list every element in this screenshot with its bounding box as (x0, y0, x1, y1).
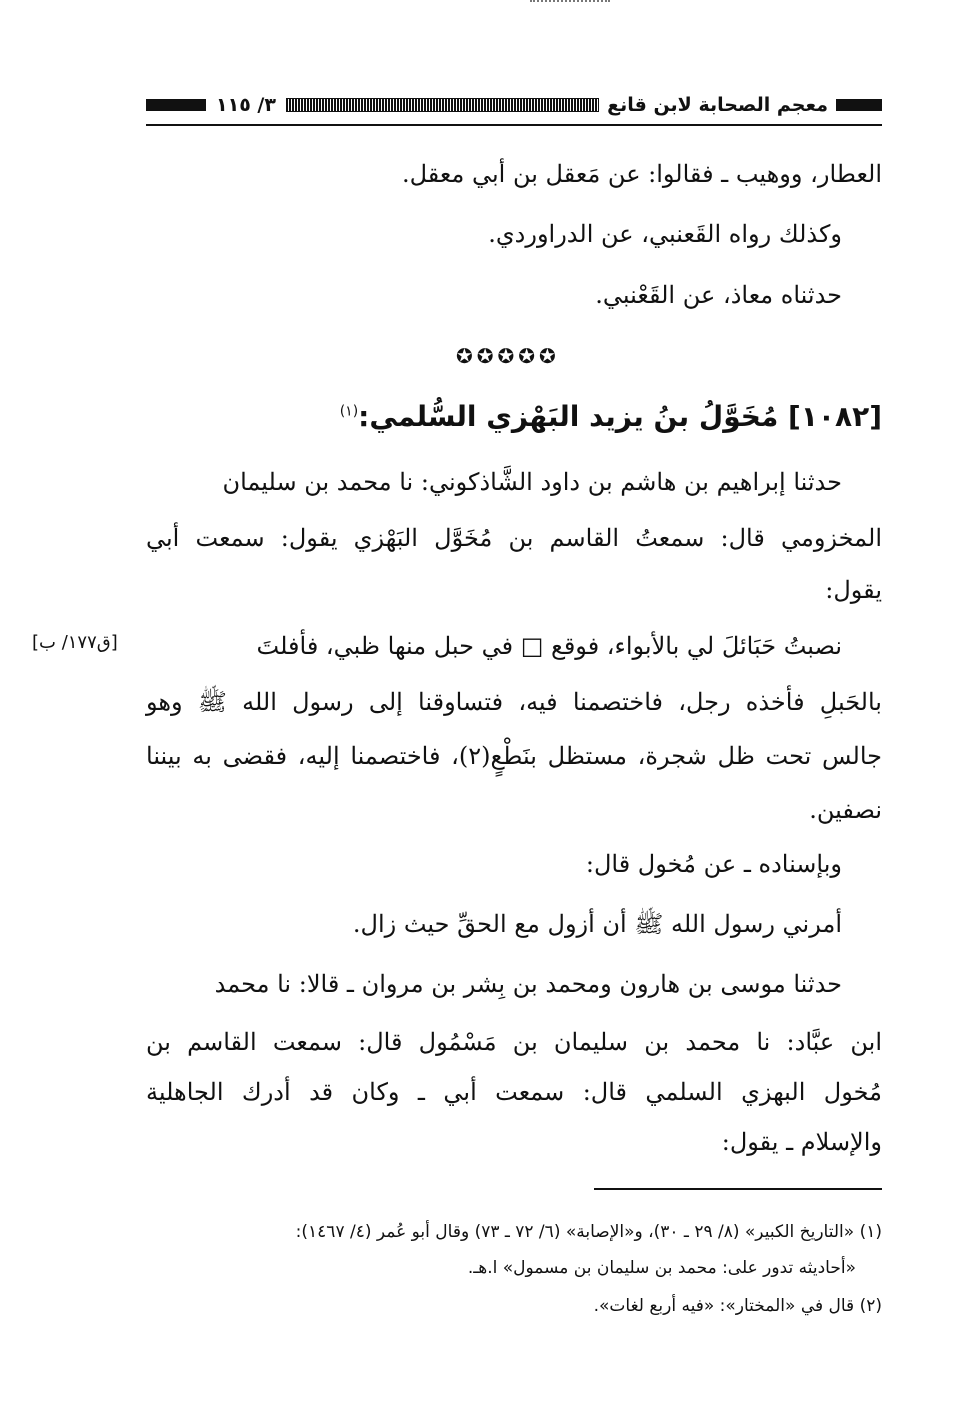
section-separator: ✪✪✪✪✪ (456, 344, 560, 368)
text-line: جالس تحت ظل شجرة، مستظل بنَطْعٍ(٢)، فاختصمنا إليه، فقضى به بيننا (146, 742, 883, 770)
text-line: بالحَبلِ فأخذه رجل، فاختصمنا فيه، فتساوقنا إلى رسول الله ﷺ وهو (146, 688, 882, 716)
footnote: (١) «التاريخ الكبير» (٨/ ٢٩ ـ ٣٠)، و«الإصابة» (٦/ ٧٢ ـ ٧٣) وقال أبو عُمر (٤/ ١٤٦٧): (295, 1222, 882, 1242)
text-line: حدثنا موسى بن هارون ومحمد بن بِشر بن مروان ـ قالا: نا محمد (214, 970, 842, 998)
text-line: نصفين. (809, 796, 882, 824)
text-line: العطار، ووهيب ـ فقالوا: عن مَعقل بن أبي معقل. (401, 160, 882, 188)
entry-heading-text: [١٠٨٢] مُخَوَّلُ بنُ يزيد البَهْزي السُّلمي: (358, 400, 882, 433)
header-rule (146, 124, 882, 126)
text-line: وكذلك رواه القَعنبي، عن الدراوردي. (488, 220, 842, 248)
text-line: يقول: (825, 576, 882, 604)
scan-mark (530, 0, 610, 12)
footnote-rule (594, 1188, 882, 1190)
header-bar-middle (286, 98, 599, 112)
text-line: المخزومي قال: سمعتُ القاسم بن مُخَوَّل البَهْزي يقول: سمعت أبي (146, 524, 882, 552)
entry-heading (340, 400, 882, 433)
text-line: ابن عبَّاد: نا محمد بن سليمان بن مَسْمُول قال: سمعت القاسم بن (146, 1028, 882, 1056)
text-line: والإسلام ـ يقول: (721, 1128, 882, 1156)
running-header (146, 92, 882, 118)
header-bar-right (836, 99, 882, 111)
footnote: «أحاديثه تدور على: محمد بن سليمان بن مسمول» ا.هـ. (467, 1258, 856, 1278)
text-line: أمرني رسول الله ﷺ أن أزول مع الحقِّ حيث زال. (352, 910, 842, 938)
text-line: حدثنا إبراهيم بن هاشم بن داود الشَّاذكوني: نا محمد بن سليمان (222, 468, 842, 496)
header-bar-left (146, 99, 206, 111)
text-line: حدثناه معاذ، عن القَعْنبي. (595, 281, 842, 309)
header-title: معجم الصحابة لابن قانع (607, 94, 828, 116)
text-line: مُخول البهزي السلمي قال: سمعت أبي ـ وكان قد أدرك الجاهلية (146, 1078, 882, 1106)
marginal-note: [ق١٧٧/ ب] (32, 632, 118, 653)
text-line: نصبتُ حَبَائلَ لي بالأبواء، فوقع □ في حبل منها ظبي، فأفلتَ (256, 632, 842, 660)
footnote-ref: (١) (339, 403, 359, 420)
text-line: وبإسناده ـ عن مُخول قال: (585, 850, 842, 878)
page-number: ٣/ ١١٥ (216, 94, 276, 116)
footnote: (٢) قال في «المختار»: «فيه أربع لغات». (593, 1296, 882, 1316)
